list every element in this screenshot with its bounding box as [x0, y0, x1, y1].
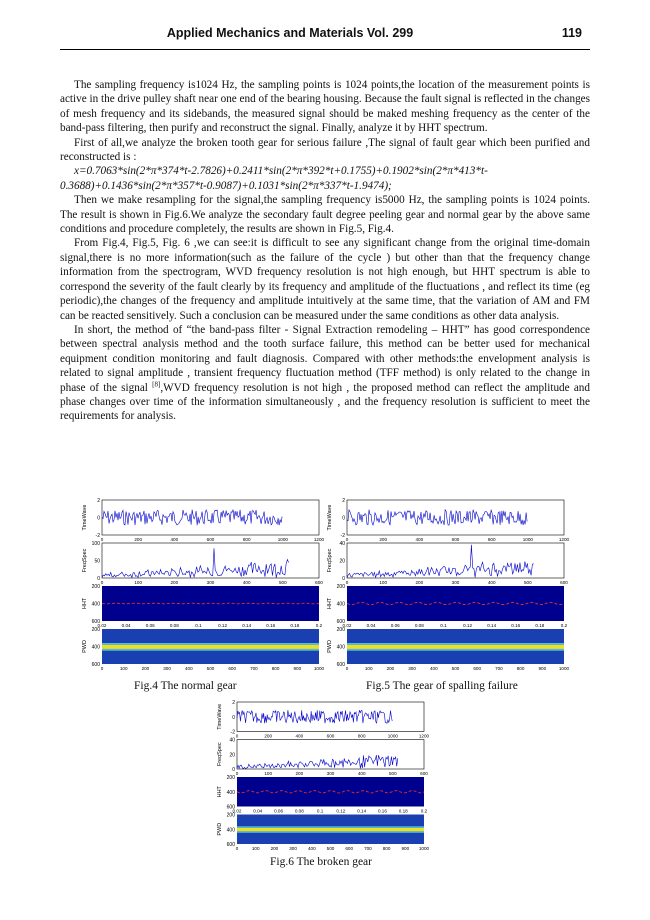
panel — [217, 738, 428, 777]
pwd-band-edge — [237, 831, 424, 832]
x-tick-label: 0.16 — [377, 808, 387, 814]
x-tick-label: 300 — [163, 666, 171, 671]
panel — [217, 700, 430, 739]
y-tick-label: 600 — [336, 662, 345, 668]
x-tick-label: 0.18 — [290, 623, 300, 628]
x-tick-label: 400 — [242, 580, 251, 585]
pwd-band — [102, 645, 319, 649]
x-tick-label: 100 — [251, 846, 260, 851]
y-tick-label: -2 — [340, 533, 345, 539]
x-tick-label: 0 — [235, 771, 239, 776]
x-tick-label: 900 — [538, 666, 547, 671]
x-tick-label: 0.2 — [560, 623, 568, 628]
x-tick-label: 0.14 — [487, 623, 497, 628]
x-tick-label: 200 — [415, 580, 424, 585]
y-tick-label: 400 — [336, 601, 345, 608]
x-tick-label: 600 — [228, 666, 237, 671]
x-tick-label: 0.02 — [97, 623, 107, 628]
y-tick-label: 40 — [229, 737, 235, 744]
x-tick-label: 0 — [100, 580, 104, 585]
x-tick-label: 0 — [345, 580, 349, 585]
panel — [82, 541, 323, 585]
x-tick-label: 0.12 — [463, 623, 473, 628]
x-tick-label: 0.2 — [420, 808, 428, 814]
y-tick-label: -2 — [230, 729, 235, 736]
y-tick-label: 0 — [232, 767, 235, 773]
pwd-band-edge — [237, 826, 424, 827]
x-tick-label: 0 — [100, 666, 104, 671]
y-tick-label: 600 — [336, 619, 345, 625]
paragraph: From Fig.4, Fig.5, Fig. 6 ,we can see:it is difficult to see any significant change from the original time-domain signal,there is no more information(such as the failure of the cycle ) but other than that the frequency change information from the spectrogram, WVD frequency resolution is not high enough, but HHT spectrum is able to correspond the severity of the fault clearly by its frequency and amplitude of the fluctuations , and reflect its time (eg periodic),the changes of the frequency and amplitude intuitively at the same time, that the variation of AM and FM can be reacted sensitively. Such a conclusion can be measured under the same conditions as other data analysis. — [60, 237, 590, 322]
y-tick-label: 400 — [91, 601, 100, 608]
figure-normal-gear — [80, 498, 325, 680]
x-tick-label: 600 — [345, 846, 354, 851]
x-tick-label: 400 — [307, 846, 316, 851]
y-tick-label: 600 — [91, 619, 100, 625]
x-tick-label: 0.12 — [218, 623, 228, 628]
x-tick-label: 0.12 — [336, 808, 346, 814]
y-axis-label: PWD — [217, 822, 223, 836]
figure-spalling-gear — [325, 498, 570, 680]
x-tick-label: 500 — [451, 666, 460, 671]
x-tick-label: 0.1 — [316, 808, 324, 814]
y-tick-label: 0 — [342, 515, 345, 522]
y-tick-label: 0 — [97, 576, 100, 582]
y-axis-label: FreqSpec — [82, 548, 88, 573]
x-tick-label: 300 — [289, 846, 297, 851]
y-axis-label: PWD — [327, 640, 333, 653]
y-tick-label: 600 — [91, 662, 100, 668]
x-tick-label: 400 — [170, 537, 179, 542]
x-tick-label: 800 — [487, 537, 496, 542]
y-axis-label: TimeWave — [217, 703, 223, 730]
x-tick-label: 200 — [141, 666, 150, 671]
equation: x=0.7063*sin(2*π*374*t-2.7826)+0.2411*sin(2*π*392*t+0.1755)+0.1902*sin(2*π*413*t-0.3688)+0.1436*sin(2*π*357*t-0.9087)+0.1031*sin(2*π*337*t-1.9474); — [60, 165, 488, 192]
y-tick-label: 400 — [226, 827, 235, 834]
plot-frame — [237, 702, 424, 732]
y-axis-label: HHT — [82, 597, 88, 610]
x-tick-label: 0.18 — [535, 623, 545, 628]
plot-frame — [237, 740, 424, 770]
x-tick-label: 200 — [295, 771, 304, 776]
y-tick-label: 200 — [336, 627, 345, 633]
x-tick-label: 400 — [184, 666, 193, 671]
y-tick-label: 40 — [339, 541, 345, 547]
x-tick-label: 1000 — [277, 537, 288, 542]
x-tick-label: 1200 — [313, 537, 325, 542]
x-tick-label: 0.06 — [145, 623, 155, 628]
paragraph: Then we make resampling for the signal,the sampling frequency is5000 Hz, the sampling points is 1024 points. The result is shown in Fig.6.We analyze the secondary fault degree peeling gear and normal gear by the above same conditions and procedure completely, the results are shown in Fig.5, Fig.4. — [60, 194, 590, 236]
page-number: 119 — [561, 26, 582, 40]
x-tick-label: 0 — [235, 846, 239, 851]
x-tick-label: 500 — [388, 771, 397, 776]
y-tick-label: 0 — [97, 515, 100, 522]
x-tick-label: 0.1 — [440, 623, 447, 628]
x-tick-label: 200 — [270, 846, 279, 851]
hht-spectrum — [347, 586, 564, 621]
x-tick-label: 0.18 — [398, 808, 408, 814]
x-tick-label: 0.02 — [342, 623, 352, 628]
y-tick-label: -2 — [95, 533, 100, 539]
x-tick-label: 100 — [119, 666, 128, 671]
x-tick-label: 600 — [560, 580, 568, 585]
x-tick-label: 0.06 — [274, 808, 284, 814]
y-tick-label: 2 — [342, 498, 345, 504]
y-tick-label: 0 — [342, 576, 345, 582]
x-tick-label: 0.02 — [232, 808, 242, 814]
hht-spectrum — [237, 777, 424, 807]
x-tick-label: 0.14 — [357, 808, 367, 814]
y-tick-label: 50 — [94, 558, 100, 565]
x-tick-label: 500 — [278, 580, 287, 585]
citation: [8] — [152, 379, 161, 388]
pwd-band — [237, 828, 424, 832]
x-tick-label: 200 — [386, 666, 395, 671]
x-tick-label: 800 — [357, 733, 366, 739]
y-tick-label: 100 — [91, 541, 100, 547]
pwd-band-edge — [347, 643, 564, 645]
x-tick-label: 0.2 — [315, 623, 323, 628]
figure-caption: Fig.4 The normal gear — [134, 680, 237, 692]
x-tick-label: 700 — [364, 846, 372, 851]
x-tick-label: 100 — [264, 771, 273, 776]
x-tick-label: 200 — [264, 733, 273, 739]
y-axis-label: FreqSpec — [217, 742, 223, 767]
x-tick-label: 1200 — [558, 537, 570, 542]
paragraph: First of all,we analyze the broken tooth gear for serious failure ,The signal of fault gear which been purified and reconstructed is : — [60, 136, 590, 164]
x-tick-label: 0 — [235, 733, 239, 739]
x-tick-label: 1000 — [387, 733, 398, 739]
journal-title: Applied Mechanics and Materials Vol. 299 — [166, 26, 414, 40]
y-tick-label: 600 — [226, 804, 235, 811]
y-axis-label: FreqSpec — [327, 548, 333, 573]
x-tick-label: 1000 — [418, 846, 430, 851]
panel — [217, 775, 428, 814]
x-tick-label: 0.04 — [253, 808, 263, 814]
y-tick-label: 600 — [226, 842, 235, 848]
x-tick-label: 500 — [523, 580, 532, 585]
x-tick-label: 100 — [134, 580, 143, 585]
x-tick-label: 300 — [326, 771, 335, 776]
x-tick-label: 0.14 — [242, 623, 252, 628]
x-tick-label: 1000 — [558, 666, 570, 671]
x-tick-label: 0 — [345, 537, 349, 542]
y-tick-label: 400 — [336, 644, 345, 651]
x-tick-label: 200 — [134, 537, 143, 542]
x-tick-label: 700 — [250, 666, 258, 671]
x-tick-label: 900 — [401, 846, 410, 851]
y-tick-label: 0 — [232, 714, 235, 721]
pwd-band-edge — [102, 649, 319, 651]
x-tick-label: 1000 — [522, 537, 533, 542]
x-tick-label: 400 — [429, 666, 438, 671]
y-axis-label: PWD — [82, 640, 88, 653]
x-tick-label: 400 — [295, 733, 304, 739]
x-tick-label: 200 — [379, 537, 388, 542]
pwd-band-edge — [347, 649, 564, 651]
y-tick-label: 200 — [226, 812, 235, 819]
y-tick-label: 200 — [91, 627, 100, 633]
panel — [327, 584, 568, 628]
x-tick-label: 0 — [345, 666, 349, 671]
y-tick-label: 200 — [336, 584, 345, 590]
x-tick-label: 0.08 — [294, 808, 304, 814]
x-tick-label: 800 — [242, 537, 251, 542]
y-axis-label: TimeWave — [327, 504, 333, 531]
panel — [82, 627, 325, 671]
figure-caption: Fig.6 The broken gear — [270, 856, 372, 868]
x-tick-label: 600 — [420, 771, 428, 776]
y-tick-label: 200 — [91, 584, 100, 590]
paragraph-text: ,WVD frequency resolution is not high , the proposed method can reflect the amplitude and phase changes over time of the information simultaneously , and the frequency resolution is sufficient to meet the requirements for analysis. — [60, 381, 590, 423]
x-tick-label: 100 — [379, 580, 388, 585]
x-tick-label: 400 — [415, 537, 424, 542]
y-tick-label: 2 — [232, 700, 235, 706]
figure-caption: Fig.5 The gear of spalling failure — [366, 680, 518, 692]
x-tick-label: 300 — [408, 666, 416, 671]
y-tick-label: 400 — [91, 644, 100, 651]
panel — [327, 498, 570, 542]
x-tick-label: 900 — [293, 666, 302, 671]
pwd-band-edge — [102, 643, 319, 645]
paragraph-text: In short, the method of “the band-pass filter - Signal Extraction remodeling – HHT” has good correspondence between spectral analysis method and the tooth surface failure, this method can be better used for mechanical equipment condition monitoring and fault diagnosis. Compared with other methods:the envelopment analysis is related to signal amplitude , transient frequency fluctuation method (TFF method) is only related to the change in phase of the signal — [60, 323, 590, 394]
x-tick-label: 0.06 — [390, 623, 400, 628]
x-tick-label: 200 — [170, 580, 179, 585]
y-axis-label: HHT — [217, 786, 223, 798]
x-tick-label: 400 — [487, 580, 496, 585]
figure-broken-gear — [215, 700, 430, 860]
x-tick-label: 500 — [326, 846, 335, 851]
x-tick-label: 0.04 — [366, 623, 376, 628]
x-tick-label: 800 — [382, 846, 391, 851]
panel — [82, 584, 323, 628]
y-tick-label: 400 — [226, 789, 235, 796]
x-tick-label: 0.08 — [169, 623, 179, 628]
x-tick-label: 0.16 — [511, 623, 521, 628]
x-tick-label: 0.08 — [414, 623, 424, 628]
panel — [327, 627, 570, 671]
x-tick-label: 1200 — [418, 733, 430, 739]
pwd-band — [347, 645, 564, 649]
x-tick-label: 1000 — [313, 666, 325, 671]
y-tick-label: 20 — [229, 752, 235, 759]
x-tick-label: 100 — [364, 666, 373, 671]
x-tick-label: 600 — [206, 537, 215, 542]
panel — [327, 541, 568, 585]
y-tick-label: 200 — [226, 775, 235, 781]
x-tick-label: 600 — [451, 537, 460, 542]
x-tick-label: 600 — [473, 666, 482, 671]
panel — [217, 813, 430, 852]
panel — [82, 498, 325, 542]
x-tick-label: 300 — [206, 580, 215, 585]
x-tick-label: 600 — [315, 580, 323, 585]
paragraph: The sampling frequency is1024 Hz, the sampling points is 1024 points,the location of the measurement points is active in the drive pulley shaft near one end of the bearing housing. Because the fault signal is reflected in the changes of mesh frequency and its sidebands, the measured signal should be maked meshing frequency as the center of the band-pass filtering, then purify and reconstruct the signal. Finally, analyze it by HHT spectrum. — [60, 79, 590, 135]
x-tick-label: 0 — [100, 537, 104, 542]
y-tick-label: 2 — [97, 498, 100, 504]
x-tick-label: 700 — [495, 666, 503, 671]
y-axis-label: HHT — [327, 597, 333, 610]
x-tick-label: 800 — [516, 666, 525, 671]
x-tick-label: 0.16 — [266, 623, 276, 628]
x-tick-label: 600 — [326, 733, 335, 739]
x-tick-label: 800 — [271, 666, 280, 671]
x-tick-label: 0.1 — [195, 623, 202, 628]
x-tick-label: 300 — [451, 580, 460, 585]
x-tick-label: 500 — [206, 666, 215, 671]
x-tick-label: 0.04 — [121, 623, 131, 628]
y-tick-label: 20 — [339, 558, 345, 565]
x-tick-label: 400 — [357, 771, 366, 776]
y-axis-label: TimeWave — [82, 504, 88, 531]
